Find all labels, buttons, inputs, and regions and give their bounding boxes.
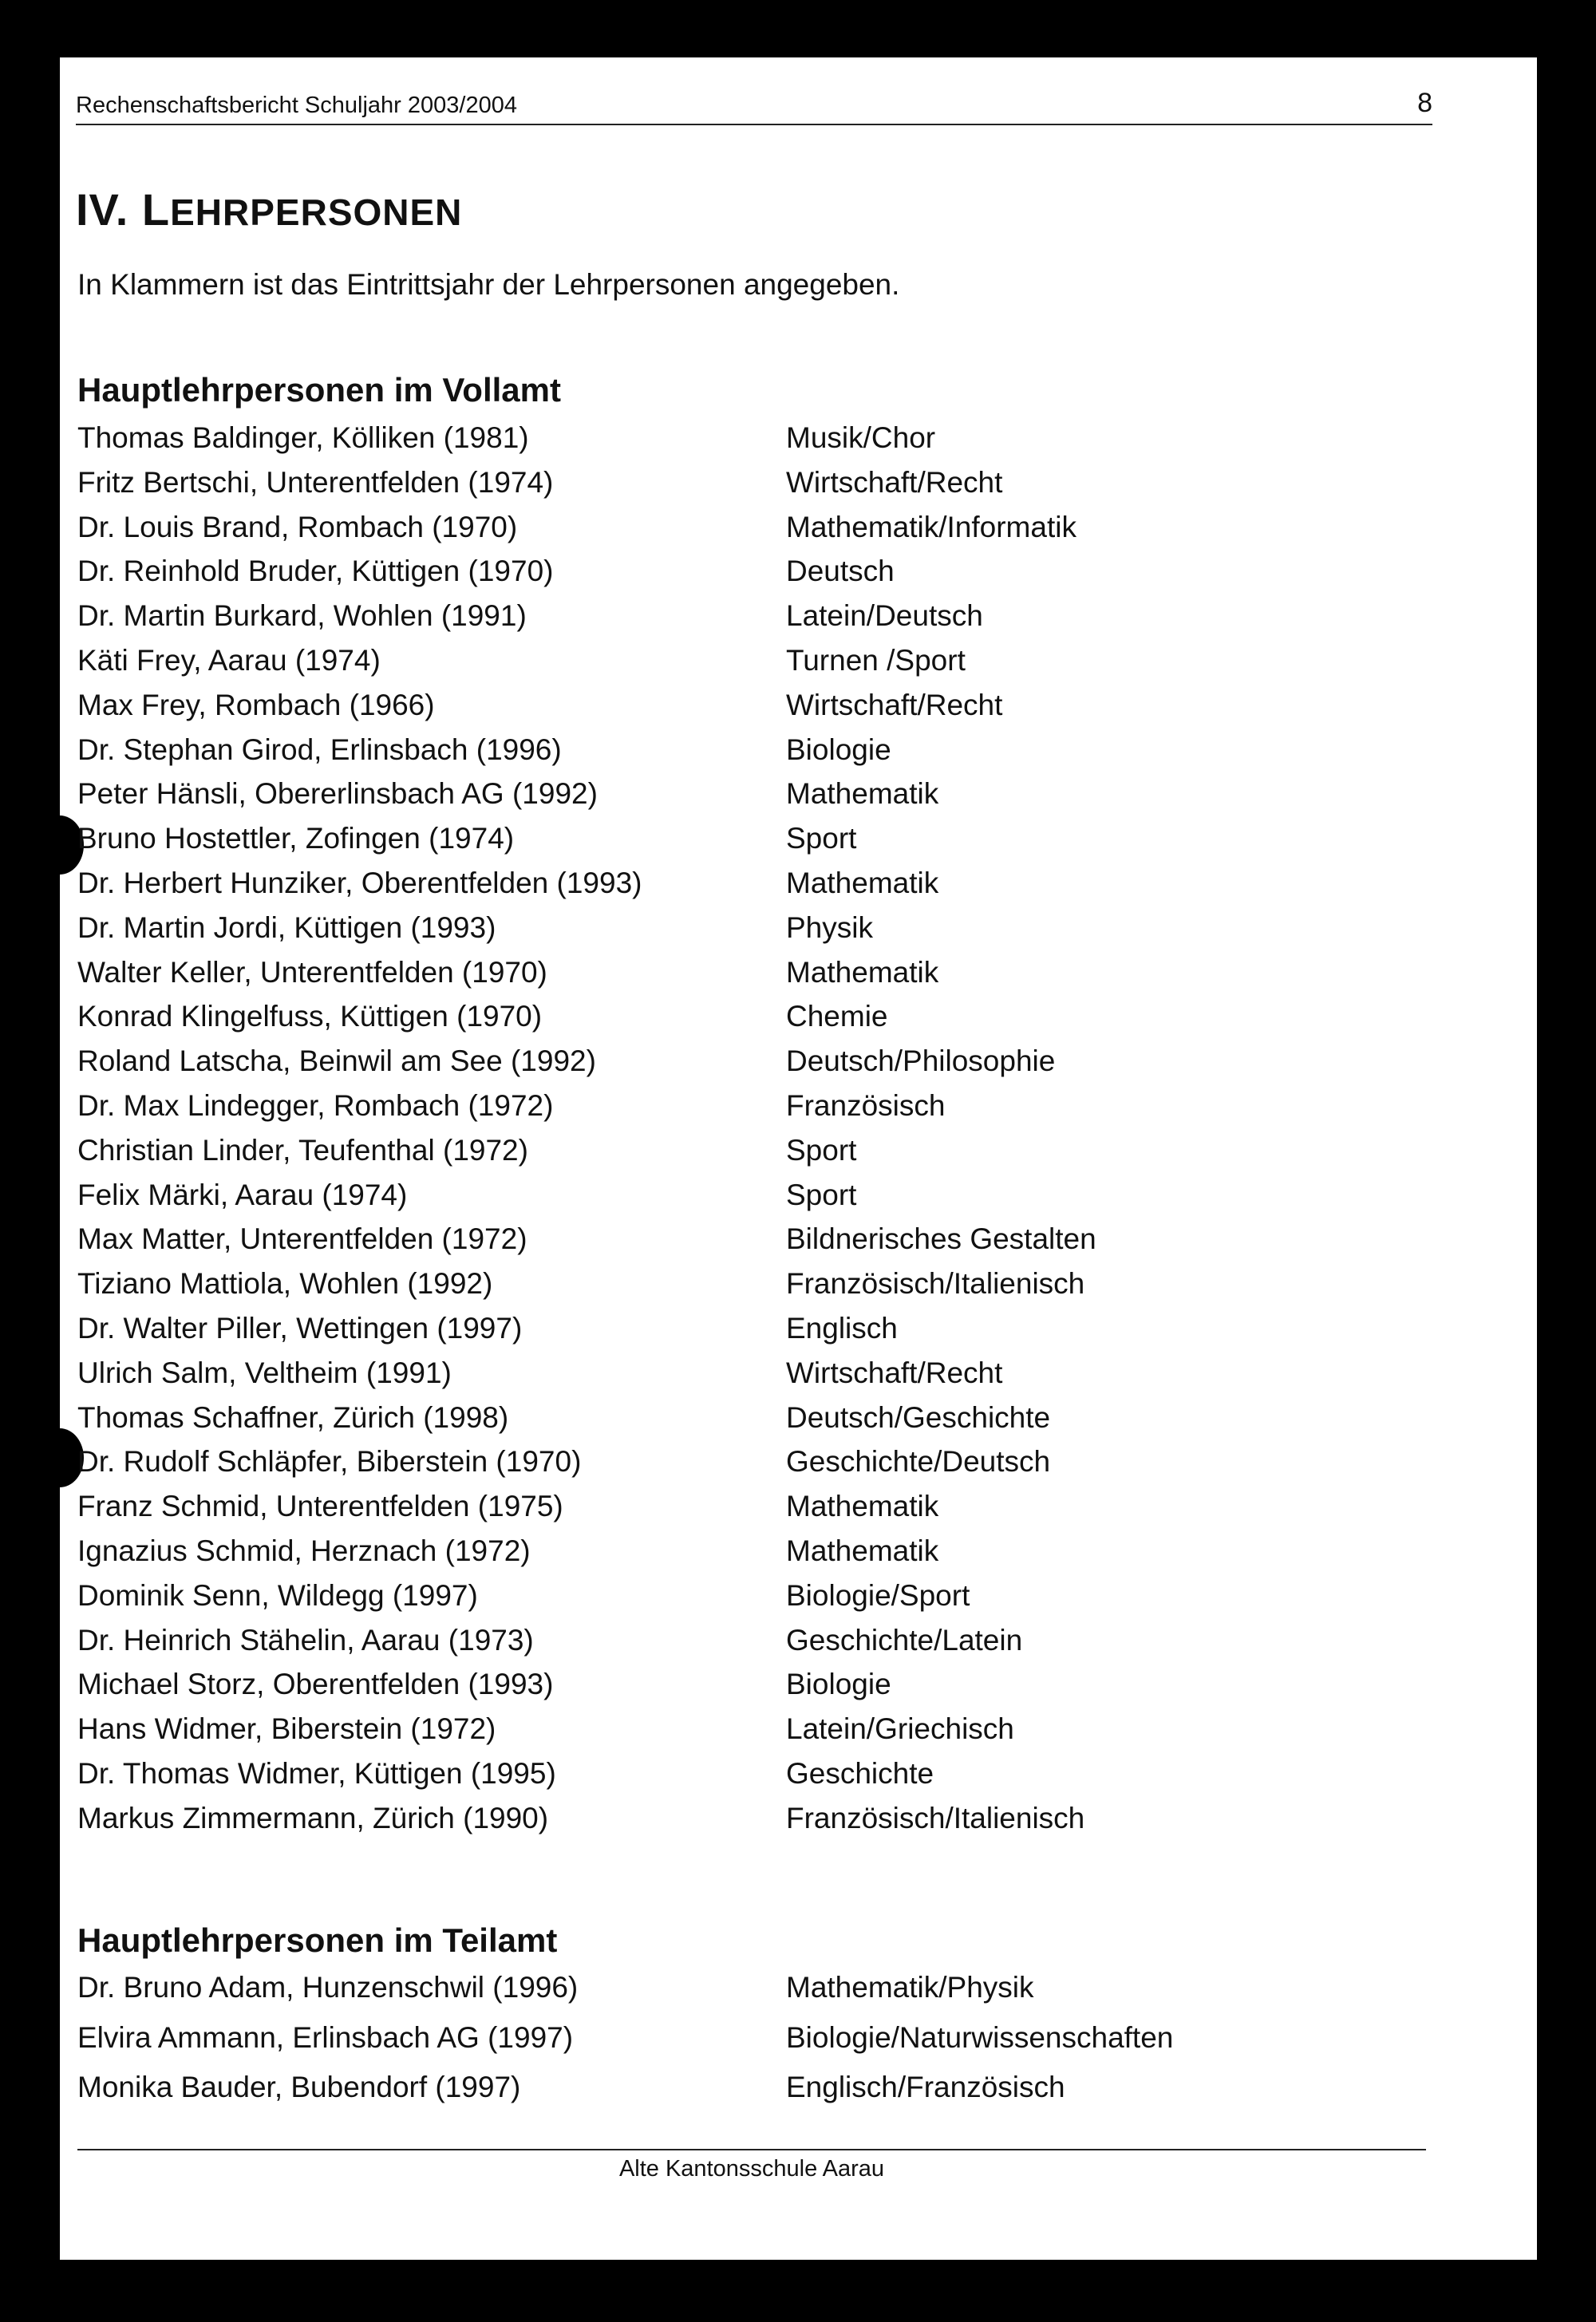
teacher-subject: Englisch [786,1312,898,1345]
teacher-name: Dr. Heinrich Stähelin, Aarau (1973) [77,1623,534,1657]
teacher-row [77,1757,1434,1802]
teacher-subject: Französisch/Italienisch [786,1801,1085,1834]
teacher-subject: Englisch/Französisch [786,2071,1065,2103]
header-title: Rechenschaftsbericht Schuljahr 2003/2004 [76,93,517,118]
teacher-subject: Französisch [786,1089,946,1122]
teacher-row [77,1668,1434,1712]
chapter-title [76,184,462,235]
teacher-row [77,777,1434,822]
teacher-name: Tiziano Mattiola, Wohlen (1992) [77,1267,493,1301]
teacher-subject: Latein/Griechisch [786,1712,1014,1746]
teacher-row [77,599,1434,644]
teacher-name: Dr. Martin Jordi, Küttigen (1993) [77,910,496,944]
teacher-name: Ulrich Salm, Veltheim (1991) [77,1356,452,1389]
section-heading-vollamt: Hauptlehrpersonen im Vollamt [77,371,561,409]
teacher-name: Thomas Baldinger, Kölliken (1981) [77,421,529,454]
teacher-name: Dr. Reinhold Bruder, Küttigen (1970) [77,555,554,588]
teacher-row [77,1445,1434,1490]
teacher-subject: Latein/Deutsch [786,599,983,633]
teacher-row [77,867,1434,911]
teacher-subject: Deutsch/Geschichte [786,1400,1051,1434]
teacher-name: Dr. Thomas Widmer, Küttigen (1995) [77,1757,556,1790]
teacher-row [77,689,1434,733]
teacher-row [77,733,1434,778]
teacher-subject: Biologie/Naturwissenschaften [786,2020,1174,2054]
teacher-row [77,555,1434,599]
teacher-subject: Geschichte/Deutsch [786,1445,1051,1479]
teacher-name: Thomas Schaffner, Zürich (1998) [77,1400,509,1434]
teacher-name: Dominik Senn, Wildegg (1997) [77,1578,478,1612]
chapter-initial: L [141,184,171,235]
footer-divider [77,2149,1426,2150]
teacher-row [77,2021,1434,2066]
teacher-row [77,1222,1434,1267]
teacher-row [77,1179,1434,1223]
teacher-name: Ignazius Schmid, Herznach (1972) [77,1534,531,1567]
teacher-subject: Biologie [786,1668,891,1701]
teacher-subject: Biologie [786,733,891,766]
teacher-row [77,1534,1434,1579]
teacher-row [77,1312,1434,1356]
teacher-name: Walter Keller, Unterentfelden (1970) [77,955,547,989]
teacher-name: Elvira Ammann, Erlinsbach AG (1997) [77,2020,574,2054]
teacher-name: Fritz Bertschi, Unterentfelden (1974) [77,465,554,499]
teacher-subject: Geschichte/Latein [786,1623,1023,1657]
teacher-row [77,1356,1434,1401]
teacher-name: Dr. Bruno Adam, Hunzenschwil (1996) [77,1971,579,2004]
teacher-name: Peter Hänsli, Obererlinsbach AG (1992) [77,777,598,811]
teacher-subject: Deutsch [786,555,895,588]
teacher-subject: Biologie/Sport [786,1578,970,1612]
teacher-subject: Mathematik/Informatik [786,510,1077,543]
teacher-name: Dr. Rudolf Schläpfer, Biberstein (1970) [77,1445,582,1479]
teacher-subject: Mathematik [786,1490,939,1523]
teacher-subject: Sport [786,1133,857,1167]
teacher-row [77,1712,1434,1757]
teacher-name: Christian Linder, Teufenthal (1972) [77,1133,528,1167]
chapter-roman: IV. [76,184,129,235]
teacher-name: Franz Schmid, Unterentfelden (1975) [77,1490,563,1523]
teacher-row [77,1267,1434,1312]
teacher-subject: Turnen /Sport [786,644,966,677]
teacher-row [77,1579,1434,1624]
section-heading-teilamt: Hauptlehrpersonen im Teilamt [77,1921,558,1959]
teacher-name: Monika Bauder, Bubendorf (1997) [77,2071,521,2103]
teacher-name: Käti Frey, Aarau (1974) [77,644,381,677]
teacher-row [77,1802,1434,1846]
teacher-name: Dr. Louis Brand, Rombach (1970) [77,510,518,543]
teacher-row [77,1000,1434,1045]
teacher-subject: Sport [786,822,857,855]
teacher-subject: Chemie [786,1000,888,1033]
teacher-row [77,466,1434,511]
teacher-subject: Mathematik/Physik [786,1971,1034,2004]
teacher-name: Dr. Walter Piller, Wettingen (1997) [77,1312,523,1345]
teacher-row [77,911,1434,956]
teacher-row [77,2071,1434,2115]
teacher-row [77,1045,1434,1089]
teacher-name: Roland Latscha, Beinwil am See (1992) [77,1045,596,1078]
teacher-subject: Französisch/Italienisch [786,1267,1085,1301]
teacher-row [77,822,1434,867]
teacher-row [77,956,1434,1001]
teacher-subject: Wirtschaft/Recht [786,1356,1003,1389]
teacher-row [77,644,1434,689]
intro-text: In Klammern ist das Eintrittsjahr der Lehrpersonen angegeben. [77,268,900,301]
page-number: 8 [1417,88,1432,118]
punch-hole [36,1428,84,1487]
teacher-row [77,1971,1434,2016]
page-footer: Alte Kantonsschule Aarau [618,2156,885,2182]
teacher-name: Bruno Hostettler, Zofingen (1974) [77,822,515,855]
teacher-subject: Sport [786,1178,857,1211]
teacher-row [77,1134,1434,1179]
teacher-row [77,1624,1434,1668]
teacher-subject: Musik/Chor [786,421,936,454]
teacher-row [77,511,1434,555]
teacher-subject: Mathematik [786,777,939,811]
teacher-subject: Mathematik [786,1534,939,1567]
teacher-name: Dr. Stephan Girod, Erlinsbach (1996) [77,733,562,766]
teacher-subject: Mathematik [786,867,939,899]
teacher-subject: Deutsch/Philosophie [786,1045,1056,1078]
teacher-subject: Wirtschaft/Recht [786,465,1003,499]
teacher-row [77,1089,1434,1134]
teacher-name: Dr. Max Lindegger, Rombach (1972) [77,1089,554,1122]
teacher-name: Hans Widmer, Biberstein (1972) [77,1712,496,1746]
teacher-row [77,1490,1434,1534]
punch-hole [36,815,84,875]
teacher-subject: Wirtschaft/Recht [786,688,1003,721]
teacher-name: Max Matter, Unterentfelden (1972) [77,1222,527,1256]
teacher-row [77,1401,1434,1446]
teacher-name: Markus Zimmermann, Zürich (1990) [77,1801,549,1834]
teacher-subject: Mathematik [786,955,939,989]
teacher-subject: Physik [786,910,873,944]
teacher-name: Konrad Klingelfuss, Küttigen (1970) [77,1000,543,1033]
teacher-row [77,421,1434,466]
teacher-name: Felix Märki, Aarau (1974) [77,1178,408,1211]
teacher-name: Dr. Herbert Hunziker, Oberentfelden (1993) [77,867,642,899]
page-header [76,84,1432,125]
teacher-name: Michael Storz, Oberentfelden (1993) [77,1668,554,1701]
teacher-name: Dr. Martin Burkard, Wohlen (1991) [77,599,527,633]
teacher-subject: Geschichte [786,1757,934,1790]
teacher-subject: Bildnerisches Gestalten [786,1222,1096,1256]
chapter-rest: EHRPERSONEN [170,192,463,233]
teacher-name: Max Frey, Rombach (1966) [77,688,435,721]
